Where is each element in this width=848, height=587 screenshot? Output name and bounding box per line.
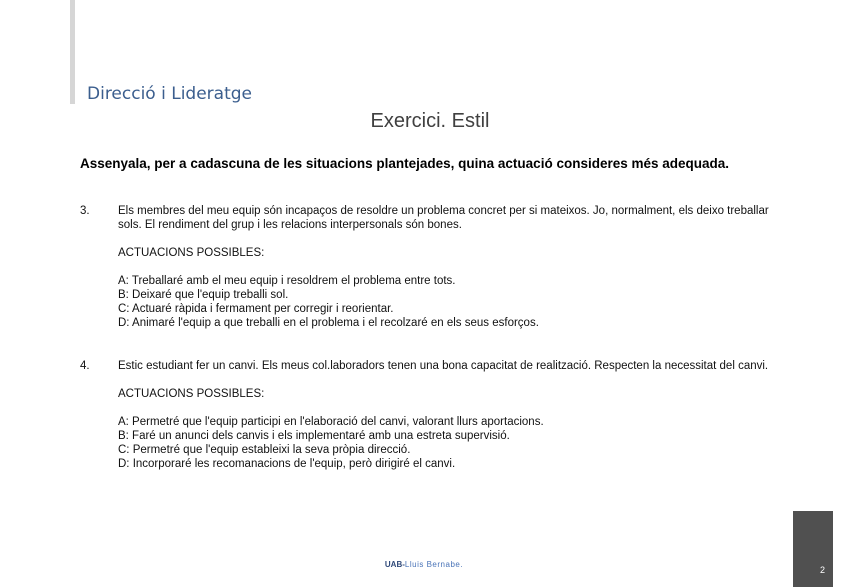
footer-org: UAB	[384, 560, 403, 569]
slide-title: Exercici. Estil	[370, 110, 490, 132]
option-d: D: Animaré l'equip a que treballi en el problema i el recolzaré en els seus esforços.	[118, 317, 539, 329]
option-b: B: Deixaré que l'equip treballi sol.	[118, 289, 289, 301]
instruction-text: Assenyala, per a cadascuna de les situacions plantejades, quina actuació consideres més adequada.	[80, 156, 730, 171]
question-text: Els membres del meu equip són incapaços de resoldre un problema concret per si mateixos. Jo, normalment, els deixo treballar sols. El rendiment del grup i les relacions interpersonals són bones.	[118, 205, 769, 231]
question-body	[118, 359, 780, 471]
option-b: B: Faré un anunci dels canvis i els implementaré amb una estreta supervisió.	[118, 430, 510, 442]
accent-bar	[70, 0, 75, 104]
footer-author: Lluis Bernabe.	[404, 560, 464, 569]
question-3	[80, 204, 780, 330]
actions-heading: ACTUACIONS POSSIBLES:	[118, 247, 265, 259]
option-c: C: Permetré que l'equip estableixi la seva pròpia direcció.	[118, 444, 411, 456]
question-body	[118, 204, 780, 330]
question-4	[80, 359, 780, 471]
footer	[0, 560, 848, 569]
page-number-box	[793, 511, 833, 587]
option-a: A: Permetré que l'equip participi en l'elaboració del canvi, valorant llurs aportacions.	[118, 416, 544, 428]
option-c: C: Actuaré ràpida i fermament per corregir i reorientar.	[118, 303, 394, 315]
option-d: D: Incorporaré les recomanacions de l'equip, però dirigiré el canvi.	[118, 458, 456, 470]
question-number: 4.	[80, 360, 90, 372]
options-list	[118, 274, 780, 330]
question-number: 3.	[80, 205, 90, 217]
options-list	[118, 415, 780, 471]
footer-separator: -	[402, 560, 405, 569]
question-text: Estic estudiant fer un canvi. Els meus col.laboradors tenen una bona capacitat de realització. Respecten la necessitat del canvi.	[118, 360, 769, 372]
section-title: Direcció i Lideratge	[87, 84, 253, 104]
page-number: 2	[819, 565, 825, 575]
actions-heading: ACTUACIONS POSSIBLES:	[118, 388, 265, 400]
option-a: A: Treballaré amb el meu equip i resoldrem el problema entre tots.	[118, 275, 456, 287]
